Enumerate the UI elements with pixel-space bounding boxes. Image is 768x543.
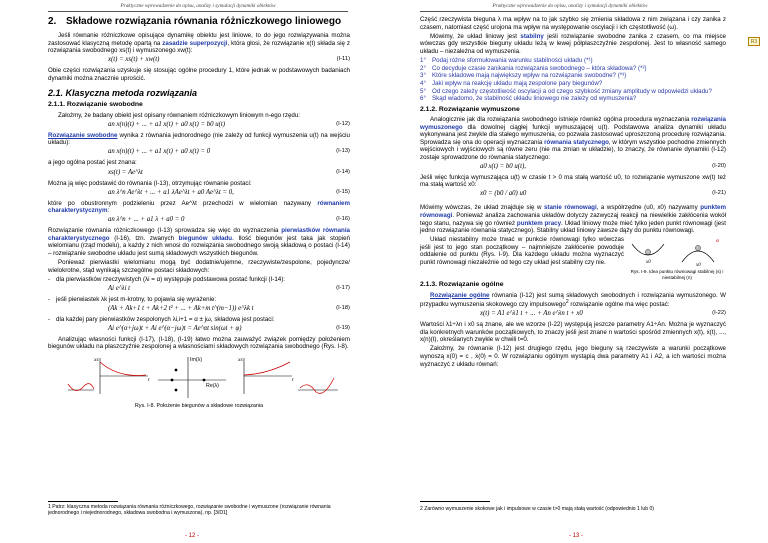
equation-i11 xyxy=(48,56,350,66)
equation-i21: x0 = (b0 / a0) u0 (I-21) xyxy=(480,190,726,198)
section-heading xyxy=(48,16,350,28)
bullet-complex-roots: - dla każdej pary pierwiastków zespolonych λi,i+1 = α ± jω, składowa jest postaci: xyxy=(48,316,350,324)
assume-paragraph: Założmy, że badany obiekt jest opisany równaniem różniczkowym liniowym n-ego rzędu: xyxy=(58,111,300,119)
equilibrium-state-link[interactable]: stanie równowagi xyxy=(543,204,597,212)
subsubsection-heading-forced: 2.1.2. Rozwiązanie wymuszone xyxy=(420,105,520,113)
question-item[interactable]: 1° Podaj różne sformułowania warunku stabilności układu (*¹) xyxy=(420,57,593,65)
footnote: 2 Zarówno wymuszenie skokowe jak i impulsowe w czasie t>0 mają stałą wartość (odpowiednio 1 lub 0) xyxy=(420,506,654,512)
margin-marker[interactable]: R3 xyxy=(748,37,760,46)
unstable-ball xyxy=(695,246,700,251)
general-solution-paragraph: Rozwiązanie ogólne równania (I-12) jest sumą składowych swobodnych i rozwiązania wymuszonego. W przypadku wymuszenia skokowego czy impulsowego$^2$ rozwiązanie ogólne ma więc postać: xyxy=(420,291,726,309)
roots-link[interactable]: pierwiastków równania charakterystycznego xyxy=(48,227,350,242)
equation-i16: an λ^n + ... + a1 λ + a0 = 0 (I-16) xyxy=(108,216,350,224)
equation-i19: Ai e^(α+jω)t + Ai e^(α−jω)t = Ae^αt sin(ωt + φ) (I-19) xyxy=(108,324,350,332)
decay-curve xyxy=(100,362,146,375)
pole-plane-svg xyxy=(48,354,350,400)
question-item[interactable]: 6° Skąd wiadomo, że stabilność układu liniowego nie zależy od wymuszenia? xyxy=(420,95,637,103)
equilibrium-figure xyxy=(628,236,726,278)
section-number: 2. xyxy=(48,16,57,27)
figure-caption: Rys. I-8. Położenie biegunów a składowe rozwiązania xyxy=(134,402,264,409)
equation-i18: (Ak + Ak+1 t + Ak+2 t² + ... + Ak+m t^(m−1)) e^λk t (I-18) xyxy=(108,304,350,312)
equation-i12: an x(n)(t) + ... + a1 x(t) + a0 x(t) = b0 u(t) (I-12) xyxy=(108,120,350,128)
forced-paragraph: Analogicznie jak dla rozwiązania swobodnego istnieje również ogólna procedura wyznaczania rozwiązania wymuszonego dla dowolnej ciągłej funkcji wymuszającej u(t). Podstawowa analiza dynamiki układu wykonywana jest zwykle dla stałego wymuszenia, co pozwala zastosować uproszczoną procedurę rozwiązania. Sprowadza się ona do operacji wyznaczania równania statycznego, w którym wszystkie pochodne zmiennych wejściowych i wyjściowych są równe zeru (nie ma zmian w układzie), to znaczy, że równanie dynamiki (I-12) zostaje sprowadzone do równania statycznego: xyxy=(420,115,727,161)
right-page xyxy=(384,0,768,543)
real-part-paragraph: Część rzeczywista bieguna λ ma wpływ na to jak szybko się zmienia składowa z nim związana i czy zanika z czasem, natomiast część urojona ma wpływ na występowanie oscylacji i ich częstotliwość (ω). xyxy=(420,16,726,31)
running-head: Praktyczne wprowadzenie do opisu, analizy i symulacji dynamiki obiektów xyxy=(120,3,276,9)
superposition-link[interactable]: zasadzie superpozycji xyxy=(162,39,228,47)
characteristic-eq-link[interactable]: równaniem charakterystycznym xyxy=(48,199,350,215)
left-t-label: t xyxy=(148,376,150,383)
constants-paragraph: Wartości λ1÷λn i x0 są znane, ale we wzorze (I-22) występują jeszcze parametry A1÷An. Można je wyznaczyć dla konkretnych warunków początkowych, to znaczy jeśli jest znane n wartości spośród zmiennych x(t), ẋ(t), ..., x(n)(t), określanych zwykle w chwili t=0. xyxy=(420,321,726,344)
substitution-paragraph: Można ją więc podstawić do równania (I-13), otrzymując równanie postaci: xyxy=(48,179,252,187)
static-eq-link[interactable]: równania statycznego xyxy=(544,138,609,146)
left-column xyxy=(48,16,350,413)
equilibrium-point-link[interactable]: punktem równowagi xyxy=(420,204,727,220)
poles-link[interactable]: biegunów układu xyxy=(178,234,233,242)
unstable-paragraph: Układ niestabilny może trwać w punkcie równowagi tylko wówczas jeśli jest to jego stan początkowy – najmniejsze zakłócenie powoduje oddalenie od punktu (Rys. I-9). Dla każdego układu można wyznaczyć punkt równowagi niezależnie od tego czy układ jest stabilny czy nie. xyxy=(420,236,624,266)
free-solution-link[interactable]: Rozwiązanie swobodne xyxy=(48,131,118,139)
header-rule xyxy=(420,11,720,12)
subsubsection-heading: 2.1.1. Rozwiązanie swobodne xyxy=(48,101,143,109)
hill-curve xyxy=(682,251,714,262)
section-title: Składowe rozwiązania równania różniczkowego liniowego xyxy=(66,16,342,27)
pole-real-left xyxy=(171,378,174,381)
intro-paragraph: Jeśli równanie różniczkowe opisujące dynamikę obiektu jest liniowe, to do jego rozwiązywania można zastosować klasyczną metodę opartą na zasadzie superpozycji, która głosi, że rozwiązanie x(t) składa się z rozwiązania swobodnego xs(t) i wymuszonego xw(t): xyxy=(48,32,350,55)
forced-solution-link[interactable]: rozwiązania wymuszonego xyxy=(420,115,726,131)
footnote-rule xyxy=(48,501,118,502)
stable-ball xyxy=(645,250,650,255)
oscillation-curve xyxy=(68,383,94,390)
page-number: - 13 - xyxy=(568,532,583,539)
questions-list xyxy=(420,57,726,102)
general-solution-link[interactable]: Rozwiązanie ogólne xyxy=(430,291,490,299)
equation-tag: (I-11) xyxy=(336,56,350,63)
example-paragraph: Założmy, że równanie (I-12) jest drugiego rzędu, jego bieguny są rzeczywiste a warunki początkowe wynoszą x(0) = c , ẋ(0) = 0. W rozwiązaniu ogólnym wystąpią dwa parametry A1 i A2, a ich wartości można wyznaczyć z układu równań: xyxy=(420,345,726,368)
right-column xyxy=(420,16,726,370)
question-item[interactable]: 2° Co decyduje czasie zanikania rozwiązania swobodnego – która składowa? (*²) xyxy=(420,64,647,72)
unstable-x0-label: x0 xyxy=(696,263,701,269)
general-form-paragraph: a jego ogólna postać jest znana: xyxy=(48,159,137,167)
subsection-heading: 2.1. Klasyczna metoda rozwiązania xyxy=(48,87,198,98)
equation-i22: x(t) = A1 e^λ1 t + ... + An e^λn t + x0 (I-22) xyxy=(480,310,726,318)
equilibrium-caption: Rys. I-9. Idea punktu równowagi stabilnej (s) i niestabilnej (n) xyxy=(630,269,724,280)
equation-i20: a0 x(t) = b0 u(t), (I-20) xyxy=(480,162,726,170)
equation-i17: Ai e^λi t (I-17) xyxy=(108,284,350,292)
pole-lower-left xyxy=(175,388,178,391)
characteristic-paragraph: które po obustronnym podzieleniu przez Ae^λt przechodzi w wielomian nazywany równaniem charakterystycznym: xyxy=(48,199,350,215)
poles-paragraph: Ponieważ pierwiastki wielomianu mogą być dodatnie/ujemne, rzeczywiste/zespolone, pojedyncze/ wielokrotne, stąd wynikają szczególne postaci składowych: xyxy=(48,258,350,274)
operating-point-link[interactable]: punktem pracy xyxy=(516,219,562,227)
footnote: 1 Patrz: klasyczna metoda rozwiązania równania różniczkowego, rozwiązanie swobodne i wymuszone (rozwiązanie równania jednorodnego i niejednorodnego, składowa swobodna i wymuszona), np. [3/D1] xyxy=(48,504,331,517)
roots-paragraph: Rozwiązanie równania różniczkowego (I-13) sprowadza się więc do wyznaczenia pierwiastków równania charakterystycznego (I-16), tzn. zwanych biegunów układu. Ilość biegunów jest taka jak stopień wielomianu (rząd modelu), a każdy z nich wnosi do rozwiązania swobodnego swoją składową o postaci (I-14) – rozwiązanie swobodne układu jest sumą składowych wszystkich biegunów. xyxy=(48,227,350,257)
right-t-label: t xyxy=(292,376,294,383)
re-axis-label: Re(λ) xyxy=(206,382,219,389)
question-item[interactable]: 5° Od czego zależy częstotliwość oscylacji a od czego szybkość zmiany amplitudy w odpowiedzi układu? xyxy=(420,87,712,95)
equation-text: x(t) = xs(t) + xw(t) xyxy=(108,56,160,64)
left-xs-label: xs xyxy=(94,356,99,363)
running-head: Praktyczne wprowadzenie do opisu, analizy i symulacji dynamiki obiektów xyxy=(492,3,648,9)
free-solution-paragraph: Rozwiązanie swobodne wynika z równania jednorodnego (nie zależy od funkcji wymuszenia u(t) na wejściu układu): xyxy=(48,131,350,147)
equation-i13: an x(n)(t) + ... + a1 x(t) + a0 x(t) = 0 (I-13) xyxy=(108,148,350,156)
right-xs-label: xs xyxy=(238,356,243,363)
footnote-rule xyxy=(420,501,490,502)
question-item[interactable]: 3° Które składowe mają największy wpływ na rozwiązanie swobodne? (*³) xyxy=(420,72,627,80)
equilibrium-paragraph: Mówimy wówczas, że układ znajduje się w stanie równowagi, a współrzędne (u0, x0) nazywamy punktem równowagi. Ponieważ analiza zachowania układów dotyczy zazwyczaj reakcji na niewielkie zakłócenia wokół tego stanu, nazywa się go również punktem pracy. Układ liniowy może mieć tylko jeden punkt równowagi (jest jedno rozwiązanie równania statycznego). Stabilny układ liniowy zawsze dąży do punktu równowagi. xyxy=(420,204,727,235)
alpha-label: α xyxy=(716,238,719,245)
growth-curve xyxy=(244,362,290,375)
pole-figure xyxy=(48,354,350,400)
stable-x0-label: x0 xyxy=(646,260,651,266)
intro-paragraph-2: Obie części rozwiązania uzyskuje się stosując ogólne procedury 1, które jednak w podstawowych badaniach dynamiki można znacznie uprościć. xyxy=(48,67,350,82)
subsubsection-heading-general: 2.1.3. Rozwiązanie ogólne xyxy=(420,281,504,289)
analysis-paragraph: Analizując własności funkcji (I-17), (I-18), (I-19) łatwo można zauważyć związek pomiędzy położeniem biegunów układu na płaszczyźnie zespolonej a własnościami składowych rozwiązania swobodnego (Rys. I-8). xyxy=(48,335,350,351)
bullet-real-roots: - dla pierwiastków rzeczywistych (λi = α) występuje podstawowa postać funkcji (I-14): xyxy=(48,276,350,284)
growing-oscillation-curve xyxy=(300,378,334,393)
equation-i14: xs(t) = Ae^λt (I-14) xyxy=(108,168,350,176)
stable-link[interactable]: stabilny xyxy=(520,32,544,40)
constant-input-paragraph: Jeśli więc funkcja wymuszająca u(t) w czasie t > 0 ma stałą wartość u0, to rozwiązanie wymuszone xw(t) też ma stałą wartość x0: xyxy=(420,173,726,189)
equation-i15: an λ^n Ae^λt + ... + a1 λAe^λt + a0 Ae^λt = 0, (I-15) xyxy=(108,188,350,196)
stability-paragraph: Mówimy, że układ liniowy jest stabilny jeśli rozwiązanie swobodne zanika z czasem, co ma miejsce wówczas gdy wszystkie bieguny układu leżą w lewej półpłaszczyźnie zespolonej. Jest to własność samego układu – niezależna od wymuszenia. xyxy=(420,32,726,55)
pole-upper-left xyxy=(175,368,178,371)
pole-real-right xyxy=(203,378,206,381)
im-axis-label: Im(λ) xyxy=(190,356,203,363)
header-rule xyxy=(48,11,348,12)
page-number: - 12 - xyxy=(184,532,199,539)
bullet-multiple-roots: - jeśli pierwiastek λk jest m-krotny, to pojawia się wyrażenie: xyxy=(48,296,350,304)
question-item[interactable]: 4° Jaki wpływ na reakcję układu mają zespolone pary biegunów? xyxy=(420,80,603,87)
